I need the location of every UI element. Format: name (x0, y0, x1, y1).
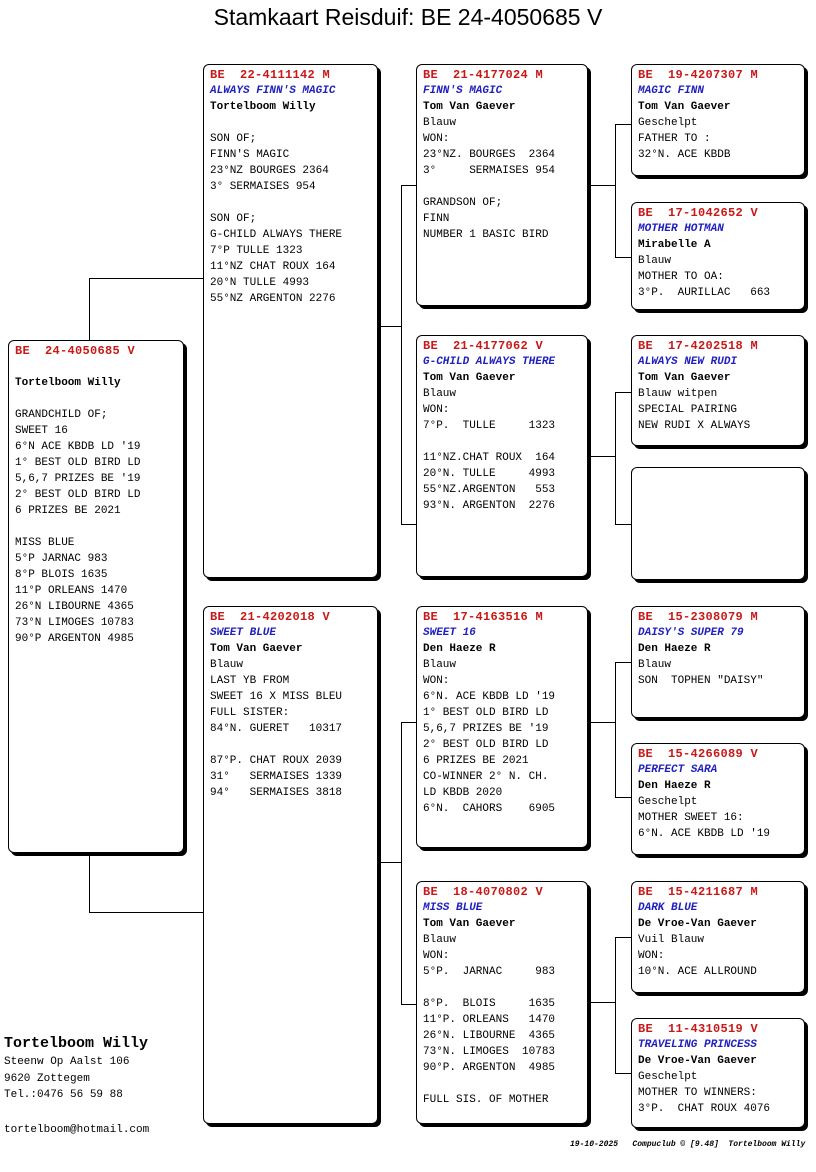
info-line: FINN (423, 213, 450, 225)
info-line: 5°P JARNAC 983 (15, 553, 108, 565)
info-line: SON OF; (210, 213, 257, 225)
connector (615, 392, 616, 524)
info-line: 6°N. ACE KBDB LD '19 (423, 691, 556, 703)
ring-number: BE 15-4211687 M (638, 885, 759, 899)
breeder-name: Den Haeze R (638, 780, 711, 792)
connector (89, 912, 204, 913)
info-line: 3°P. CHAT ROUX 4076 (638, 1103, 771, 1115)
info-line: LD KBDB 2020 (423, 787, 503, 799)
ring-number: BE 18-4070802 V (423, 885, 544, 899)
info-line: GRANDSON OF; (423, 197, 503, 209)
info-line: 26°N. LIBOURNE 4365 (423, 1030, 556, 1042)
breeder-name: Tortelboom Willy (210, 101, 316, 113)
card-ggp-5 (631, 606, 805, 718)
card-ggp-6 (631, 743, 805, 855)
info-line: 93°N. ARGENTON 2276 (423, 500, 556, 512)
card-subject (8, 340, 184, 853)
ring-number: BE 17-4163516 M (423, 610, 544, 624)
info-line: SWEET 16 X MISS BLEU (210, 691, 343, 703)
info-line: 6°N. CAHORS 6905 (423, 803, 556, 815)
connector (615, 124, 632, 125)
info-line: 8°P. BLOIS 1635 (423, 998, 556, 1010)
info-line: 20°N TULLE 4993 (210, 277, 310, 289)
connector (401, 1004, 417, 1005)
ring-number: BE 15-2308079 M (638, 610, 759, 624)
connector (401, 185, 402, 525)
info-line (210, 737, 371, 753)
info-line: Blauw (423, 934, 457, 946)
pigeon-name: ALWAYS NEW RUDI (638, 356, 738, 368)
info-line: 5,6,7 PRIZES BE '19 (423, 723, 549, 735)
info-line: 7°P TULLE 1323 (210, 245, 303, 257)
breeder-name: Den Haeze R (423, 643, 496, 655)
card-dam-sire (416, 606, 588, 848)
info-line: 5°P. JARNAC 983 (423, 966, 556, 978)
connector (401, 722, 402, 1005)
info-line: 6 PRIZES BE 2021 (423, 755, 529, 767)
card-dam-dam (416, 881, 588, 1124)
info-line: Blauw (423, 388, 457, 400)
info-line: 8°P BLOIS 1635 (15, 569, 108, 581)
info-line: 10°N. ACE ALLROUND (638, 966, 757, 978)
card-sire (203, 64, 378, 578)
footer-credit: 19-10-2025 Compuclub © [9.48] Tortelboom Willy (570, 1140, 806, 1149)
ring-number: BE 19-4207307 M (638, 68, 759, 82)
card-ggp-8 (631, 1018, 805, 1128)
connector (615, 662, 632, 663)
ring-number: BE 17-1042652 V (638, 206, 759, 220)
ring-number: BE 24-4050685 V (15, 344, 136, 358)
connector (615, 257, 632, 258)
card-sire-sire (416, 64, 588, 306)
info-line (423, 179, 581, 195)
info-line: 2° BEST OLD BIRD LD (15, 489, 141, 501)
info-line: 84°N. GUERET 10317 (210, 723, 343, 735)
info-line: SWEET 16 (15, 425, 68, 437)
card-ggp-7 (631, 881, 805, 993)
breeder-name: Tom Van Gaever (423, 918, 516, 930)
pigeon-name: FINN'S MAGIC (423, 85, 503, 97)
info-line: 3° SERMAISES 954 (423, 165, 556, 177)
connector (615, 392, 632, 393)
ring-number: BE 21-4177062 V (423, 339, 544, 353)
info-line: WON: (423, 675, 450, 687)
info-line: 23°NZ. BOURGES 2364 (423, 149, 556, 161)
info-line (423, 434, 581, 450)
breeder-name: De Vroe-Van Gaever (638, 918, 757, 930)
connector (588, 456, 615, 457)
info-line (15, 391, 177, 407)
info-line: NUMBER 1 BASIC BIRD (423, 229, 549, 241)
connector (401, 524, 417, 525)
owner-city: 9620 Zottegem (4, 1072, 90, 1085)
info-line: MOTHER TO OA: (638, 271, 724, 283)
page-title: Stamkaart Reisduif: BE 24-4050685 V (213, 4, 603, 30)
info-line: 26°N LIBOURNE 4365 (15, 601, 134, 613)
pigeon-name: ALWAYS FINN'S MAGIC (210, 85, 336, 97)
connector (615, 524, 632, 525)
info-line: 5,6,7 PRIZES BE '19 (15, 473, 141, 485)
info-line: 94° SERMAISES 3818 (210, 787, 343, 799)
info-line: 11°P ORLEANS 1470 (15, 585, 128, 597)
info-line: Blauw (423, 659, 457, 671)
pigeon-name: MAGIC FINN (638, 85, 705, 97)
ring-number: BE 17-4202518 M (638, 339, 759, 353)
info-line: 6 PRIZES BE 2021 (15, 505, 121, 517)
info-line: 55°NZ.ARGENTON 553 (423, 484, 556, 496)
info-line: GRANDCHILD OF; (15, 409, 108, 421)
breeder-name: Tortelboom Willy (15, 377, 121, 389)
info-line: 6°N. ACE KBDB LD '19 (638, 828, 771, 840)
info-line: 90°P. ARGENTON 4985 (423, 1062, 556, 1074)
info-line: 6°N ACE KBDB LD '19 (15, 441, 141, 453)
connector (615, 797, 632, 798)
ring-number: BE 22-4111142 M (210, 68, 331, 82)
connector (89, 278, 90, 340)
pigeon-name: DARK BLUE (638, 902, 698, 914)
info-line: 1° BEST OLD BIRD LD (423, 707, 549, 719)
info-line (423, 1076, 581, 1092)
info-line: 73°N LIMOGES 10783 (15, 617, 134, 629)
info-line: 1° BEST OLD BIRD LD (15, 457, 141, 469)
info-line: 3°P. AURILLAC 663 (638, 287, 771, 299)
info-line: WON: (423, 404, 450, 416)
info-line: 32°N. ACE KBDB (638, 149, 731, 161)
info-line: Geschelpt (638, 117, 698, 129)
connector (401, 722, 417, 723)
info-line: MOTHER TO WINNERS: (638, 1087, 757, 1099)
pigeon-name: G-CHILD ALWAYS THERE (423, 356, 556, 368)
info-line: NEW RUDI X ALWAYS (638, 420, 751, 432)
info-line (15, 519, 177, 535)
info-line: G-CHILD ALWAYS THERE (210, 229, 343, 241)
info-line: SPECIAL PAIRING (638, 404, 738, 416)
owner-street: Steenw Op Aalst 106 (4, 1056, 130, 1068)
info-line: FULL SIS. OF MOTHER (423, 1094, 549, 1106)
connector (615, 124, 616, 258)
connector (401, 185, 417, 186)
connector (615, 662, 616, 798)
info-line: Blauw (210, 659, 244, 671)
info-line: 11°P. ORLEANS 1470 (423, 1014, 556, 1026)
connector (378, 862, 401, 863)
info-line: 20°N. TULLE 4993 (423, 468, 556, 480)
info-line: WON: (423, 133, 450, 145)
info-line: 87°P. CHAT ROUX 2039 (210, 755, 343, 767)
breeder-name: Tom Van Gaever (638, 101, 731, 113)
card-ggp-3 (631, 335, 805, 446)
connector (378, 326, 401, 327)
info-line: 31° SERMAISES 1339 (210, 771, 343, 783)
info-line: LAST YB FROM (210, 675, 290, 687)
pigeon-name: SWEET 16 (423, 627, 476, 639)
info-line (210, 195, 371, 211)
pigeon-name: MOTHER HOTMAN (638, 223, 724, 235)
info-line: 2° BEST OLD BIRD LD (423, 739, 549, 751)
pigeon-name: TRAVELING PRINCESS (638, 1039, 757, 1051)
info-line: SON OF; (210, 133, 257, 145)
owner-phone: Tel.:0476 56 59 88 (4, 1089, 123, 1101)
connector (89, 278, 204, 279)
pigeon-name (15, 359, 177, 375)
breeder-name: Tom Van Gaever (423, 101, 516, 113)
card-ggp-2 (631, 202, 805, 310)
info-line: 23°NZ BOURGES 2364 (210, 165, 329, 177)
info-line: 73°N. LIMOGES 10783 (423, 1046, 556, 1058)
owner-name: Tortelboom Willy (4, 1035, 149, 1052)
info-line: 7°P. TULLE 1323 (423, 420, 556, 432)
breeder-name: De Vroe-Van Gaever (638, 1055, 757, 1067)
connector (588, 185, 615, 186)
connector (588, 1002, 615, 1003)
info-line: SON TOPHEN "DAISY" (638, 675, 764, 687)
breeder-name: Den Haeze R (638, 643, 711, 655)
info-line: Blauw (423, 117, 457, 129)
breeder-name: Tom Van Gaever (210, 643, 303, 655)
info-line: MOTHER SWEET 16: (638, 812, 744, 824)
pigeon-name: SWEET BLUE (210, 627, 277, 639)
card-ggp-4 (631, 467, 805, 580)
connector (588, 722, 615, 723)
pigeon-name: MISS BLUE (423, 902, 483, 914)
info-line: 90°P ARGENTON 4985 (15, 633, 134, 645)
info-line: 55°NZ ARGENTON 2276 (210, 293, 336, 305)
breeder-name: Tom Van Gaever (423, 372, 516, 384)
connector (615, 937, 616, 1074)
info-line: 11°NZ.CHAT ROUX 164 (423, 452, 556, 464)
pigeon-name: PERFECT SARA (638, 764, 718, 776)
info-line: Vuil Blauw (638, 934, 705, 946)
connector (615, 937, 632, 938)
info-line: Blauw witpen (638, 388, 718, 400)
info-line: 11°NZ CHAT ROUX 164 (210, 261, 336, 273)
owner-block (4, 1034, 148, 1104)
breeder-name: Tom Van Gaever (638, 372, 731, 384)
info-line: 3° SERMAISES 954 (210, 181, 316, 193)
info-line: Geschelpt (638, 796, 698, 808)
info-line (210, 115, 371, 131)
info-line: FINN'S MAGIC (210, 149, 290, 161)
info-line: Geschelpt (638, 1071, 698, 1083)
info-line: Blauw (638, 659, 672, 671)
connector (615, 1073, 632, 1074)
pigeon-name: DAISY'S SUPER 79 (638, 627, 744, 639)
info-line: FULL SISTER: (210, 707, 290, 719)
info-line: WON: (638, 950, 665, 962)
ring-number: BE 21-4202018 V (210, 610, 331, 624)
card-dam (203, 606, 378, 1124)
info-line: MISS BLUE (15, 537, 75, 549)
breeder-name: Mirabelle A (638, 239, 711, 251)
connector (89, 853, 90, 912)
info-line (423, 980, 581, 996)
card-sire-dam (416, 335, 588, 577)
info-line: Blauw (638, 255, 672, 267)
ring-number: BE 21-4177024 M (423, 68, 544, 82)
ring-number: BE 11-4310519 V (638, 1022, 759, 1036)
info-line: WON: (423, 950, 450, 962)
ring-number: BE 15-4266089 V (638, 747, 759, 761)
info-line: CO-WINNER 2° N. CH. (423, 771, 549, 783)
info-line: FATHER TO : (638, 133, 711, 145)
card-ggp-1 (631, 64, 805, 176)
owner-email[interactable]: tortelboom@hotmail.com (4, 1124, 150, 1136)
